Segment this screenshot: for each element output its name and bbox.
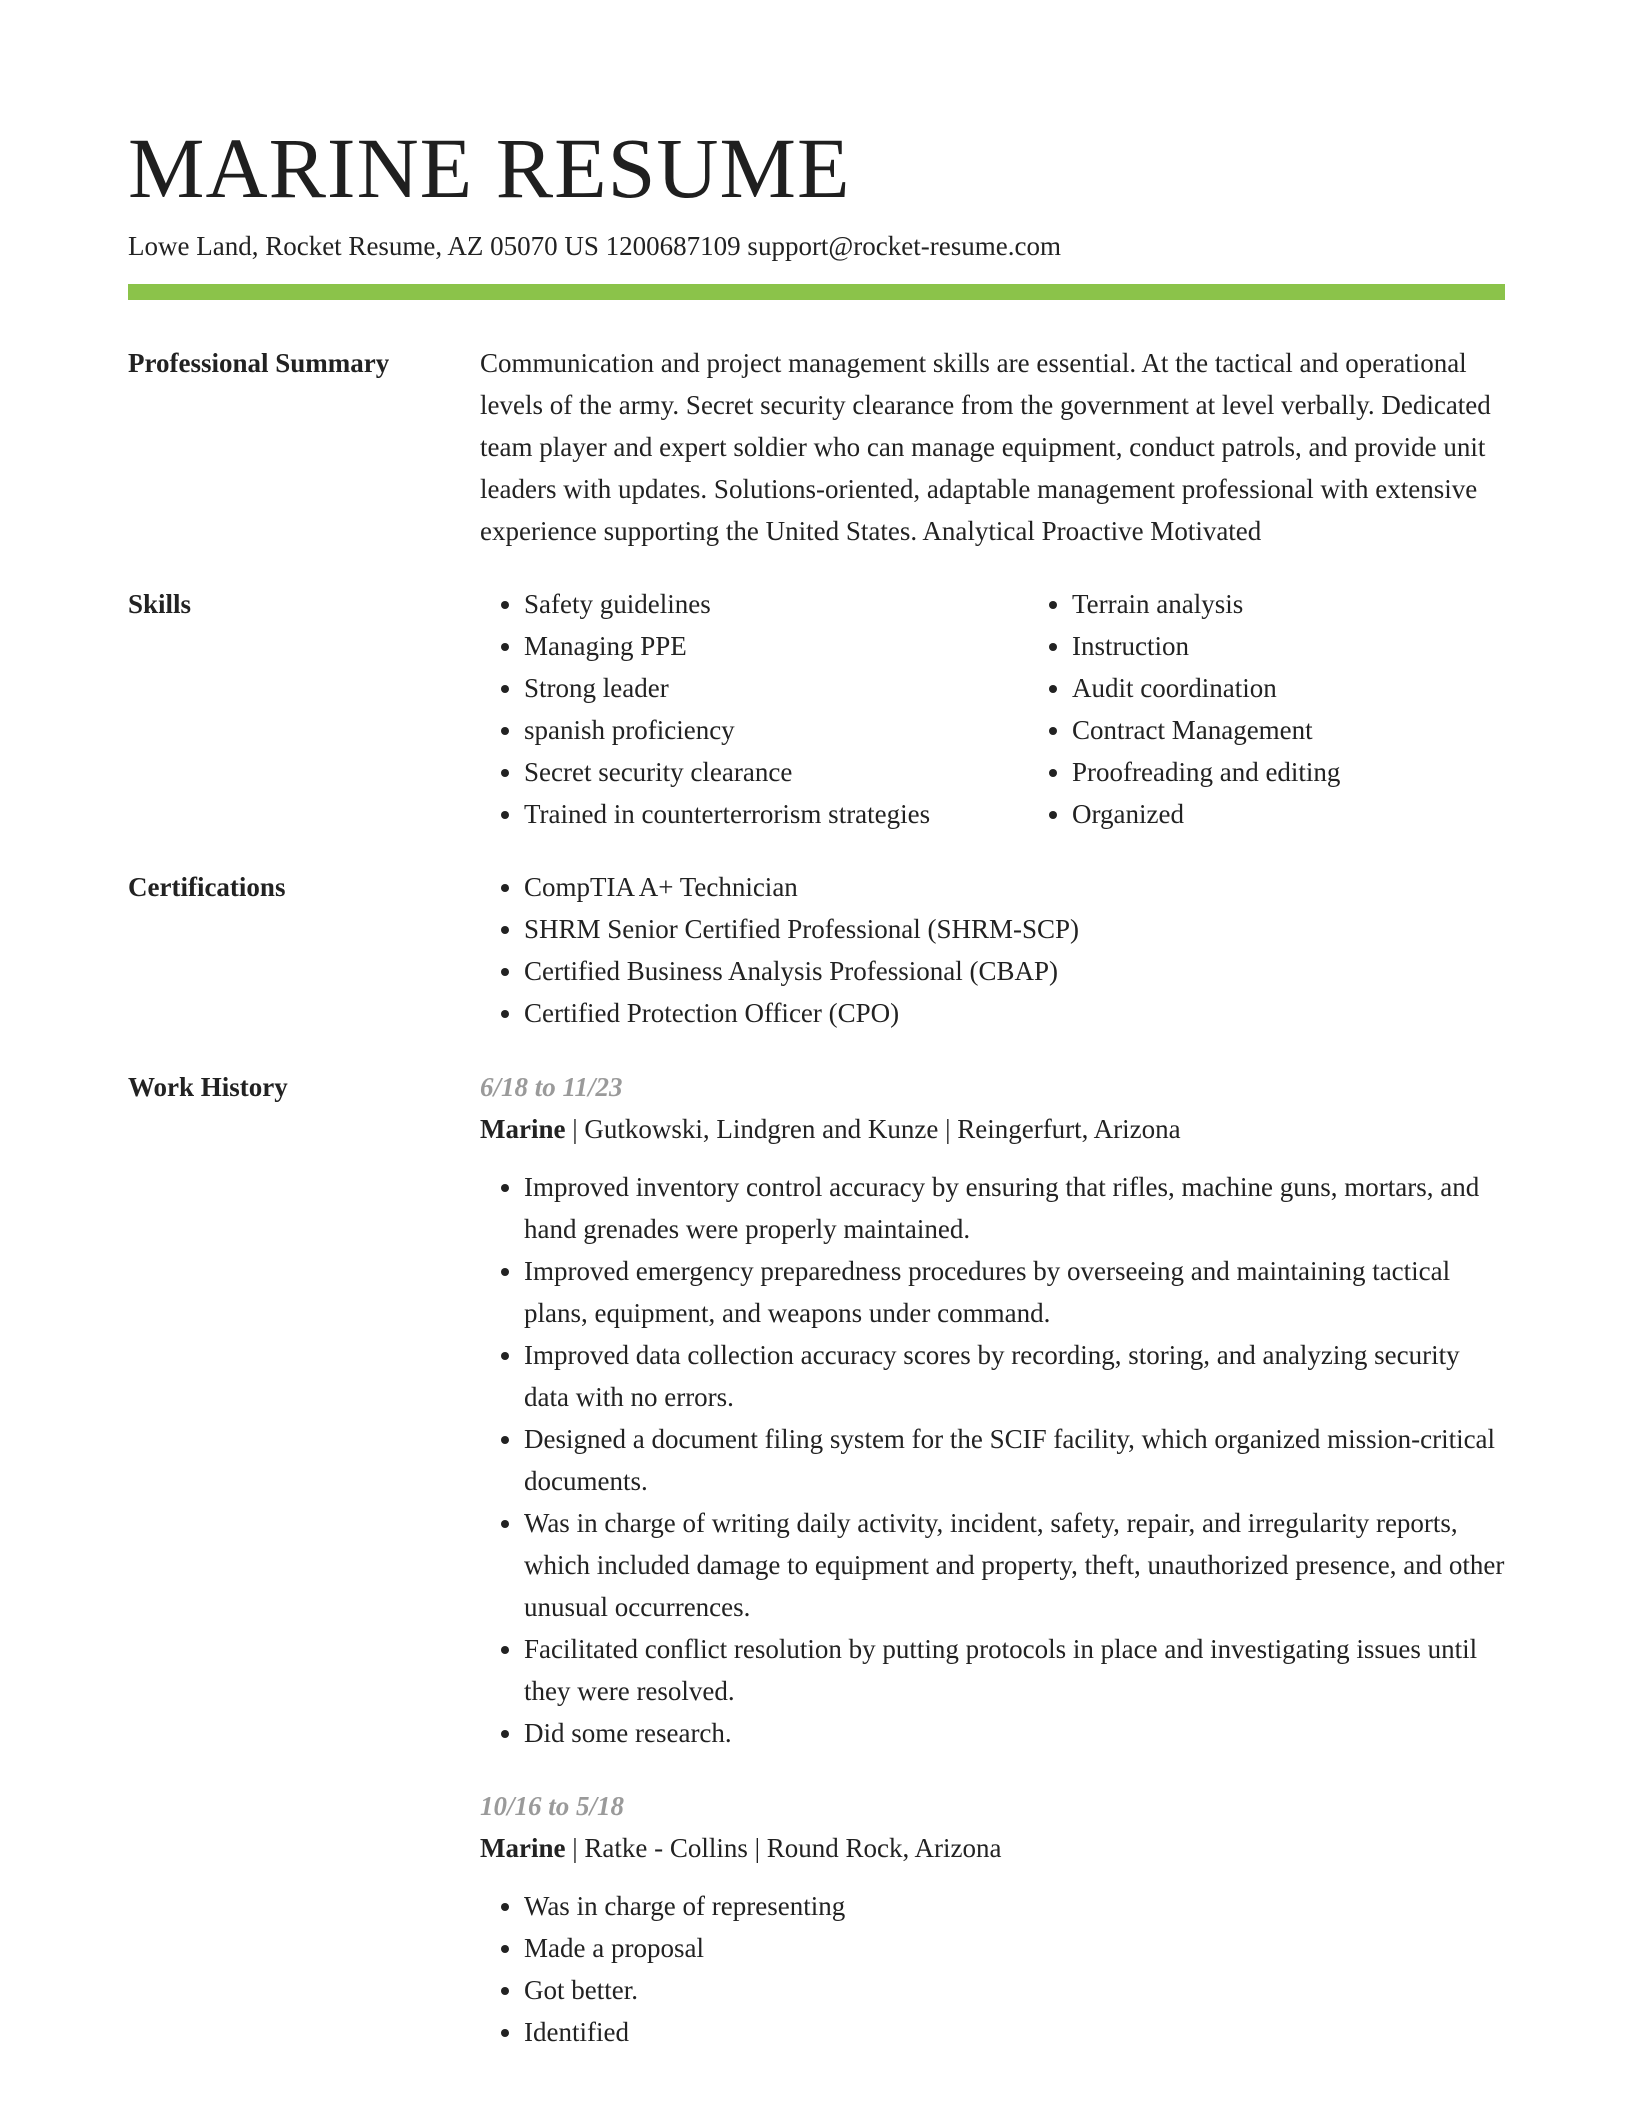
job-bullet: • Did some research. xyxy=(524,1712,1505,1754)
resume-name: MARINE RESUME xyxy=(128,120,851,216)
job-bullet: • Made a proposal xyxy=(524,1927,1505,1969)
skill-item: • Managing PPE xyxy=(524,625,1028,667)
section-title-summary: Professional Summary xyxy=(128,348,390,378)
job-bullet: • Got better. xyxy=(524,1969,1505,2011)
job-bullet: • Was in charge of representing xyxy=(524,1885,1505,1927)
job-bullets xyxy=(480,1166,1505,1754)
skills-grid xyxy=(480,583,1572,835)
skill-item: • Contract Management xyxy=(1072,709,1572,751)
contact-info: Lowe Land, Rocket Resume, AZ 05070 US 1200687109 support@rocket-resume.com xyxy=(128,231,1061,261)
certifications-body xyxy=(480,866,1505,1034)
skill-item: • Trained in counterterrorism strategies xyxy=(524,793,1028,835)
job-entry xyxy=(480,1785,1505,2053)
section-title-certifications: Certifications xyxy=(128,872,286,902)
job-bullet: • Identified xyxy=(524,2011,1505,2053)
certifications-list xyxy=(480,866,1505,1034)
skill-item: • spanish proficiency xyxy=(524,709,1028,751)
job-employer-location: | Gutkowski, Lindgren and Kunze | Reingerfurt, Arizona xyxy=(565,1114,1181,1144)
certification-item: • Certified Protection Officer (CPO) xyxy=(524,992,1505,1034)
skills-section xyxy=(128,583,1505,835)
skill-item: • Organized xyxy=(1072,793,1572,835)
resume-page xyxy=(128,118,1505,2053)
job-entry xyxy=(480,1066,1505,1754)
section-title-work-history: Work History xyxy=(128,1072,288,1102)
work-history-section xyxy=(128,1066,1505,2053)
skill-item: • Safety guidelines xyxy=(524,583,1028,625)
job-bullets xyxy=(480,1885,1505,2053)
certification-item: • SHRM Senior Certified Professional (SHRM-SCP) xyxy=(524,908,1505,950)
certifications-section xyxy=(128,866,1505,1034)
skills-column-1 xyxy=(480,583,1028,835)
job-dates: 6/18 to 11/23 xyxy=(480,1072,623,1102)
skill-item: • Audit coordination xyxy=(1072,667,1572,709)
job-title: Marine xyxy=(480,1833,566,1863)
skills-column-2 xyxy=(1028,583,1572,835)
skill-item: • Terrain analysis xyxy=(1072,583,1572,625)
job-bullet: • Improved emergency preparedness procedures by overseeing and maintaining tactical plans, equipment, and weapons under command. xyxy=(524,1250,1505,1334)
skill-item: • Strong leader xyxy=(524,667,1028,709)
job-bullet: • Was in charge of writing daily activity, incident, safety, repair, and irregularity reports, which included damage to equipment and property, theft, unauthorized presence, and other unusual occurrences. xyxy=(524,1502,1505,1628)
summary-text: Communication and project management skills are essential. At the tactical and operational levels of the army. Secret security clearance from the government at level verbally. Dedicated team player and expert soldier who can manage equipment, conduct patrols, and provide unit leaders with updates. Solutions-oriented, adaptable management professional with extensive experience supporting the United States. Analytical Proactive Motivated xyxy=(480,348,1491,546)
certification-item: • Certified Business Analysis Professional (CBAP) xyxy=(524,950,1505,992)
job-heading xyxy=(480,1827,1505,1869)
work-history-body xyxy=(480,1066,1505,2053)
skill-item: • Secret security clearance xyxy=(524,751,1028,793)
skill-item: • Instruction xyxy=(1072,625,1572,667)
accent-divider xyxy=(128,284,1505,300)
job-bullet: • Improved inventory control accuracy by ensuring that rifles, machine guns, mortars, and hand grenades were properly maintained. xyxy=(524,1166,1505,1250)
section-title-skills: Skills xyxy=(128,589,192,619)
certification-item: • CompTIA A+ Technician xyxy=(524,866,1505,908)
job-title: Marine xyxy=(480,1114,566,1144)
skill-item: • Proofreading and editing xyxy=(1072,751,1572,793)
professional-summary-section xyxy=(128,342,1505,552)
job-heading xyxy=(480,1108,1505,1150)
job-bullet: • Improved data collection accuracy scores by recording, storing, and analyzing security data with no errors. xyxy=(524,1334,1505,1418)
job-dates: 10/16 to 5/18 xyxy=(480,1791,625,1821)
job-bullet: • Facilitated conflict resolution by putting protocols in place and investigating issues until they were resolved. xyxy=(524,1628,1505,1712)
job-bullet: • Designed a document filing system for the SCIF facility, which organized mission-critical documents. xyxy=(524,1418,1505,1502)
job-employer-location: | Ratke - Collins | Round Rock, Arizona xyxy=(565,1833,1002,1863)
